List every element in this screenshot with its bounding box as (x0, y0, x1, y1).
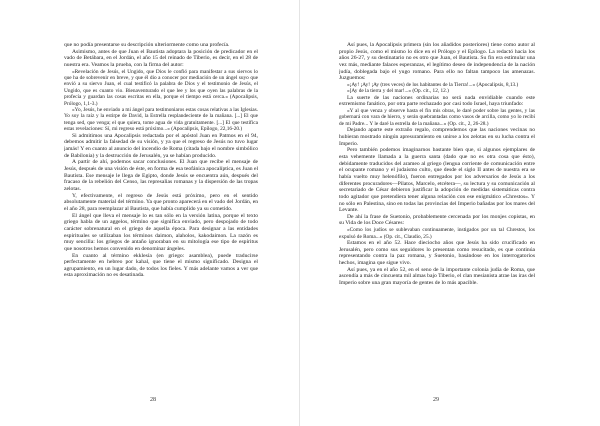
paragraph: Asimismo, antes de que Juan el Bautista adoptara la posición de predicador en el vado de Betábara, en el Jordán, el año 15 del reinado de Tiberio, es decir, en el 28 de nuestra era. Veamos la prueba, con la firma del autor: (64, 48, 258, 68)
paragraph: Así pues, la Apocalipsis primera (sin los añadidos posteriores) tiene como autor al propio Jesús, como el mismo lo dice en el Prólogo y el Epílogo. La redactó hacia los años 26-27, y su destinatario no es otro que Juan, el Bautista. Su fin era estimular una vez más, mediante falaces esperanzas, el legítimo deseo de independencia de la nación judía, doblegada bajo el yugo romano. Para ello no faltan tampoco las amenazas. Juzguemos: (339, 42, 535, 82)
quote-paragraph: «Como los judíos se sublevaban continuamente, instigados por un tal Chrestos, los expulsó de Roma...» (Op. cit., Claudio, 25.) (339, 227, 535, 240)
paragraph: Estamos en el año 52. Hace dieciocho años que Jesús ha sido crucificado en Jerusalén, pero como sus seguidores lo presentan como resucitado, es que continúa representando contra la paz romana, y Suetonio, basándose en los interrogatorios hechos, imagina que sigue vivo. (339, 239, 535, 266)
paragraph: De ahí la frase de Suetonio, probablemente cercenada por los monjes copistas, en su Vida de los Doce Césares: (339, 213, 535, 227)
right-page-text-column (339, 42, 535, 392)
paragraph: Pero también podemos imaginarnos bastante bien que, si algunos ejemplares de esta vehemente llamada a la guerra santa (dado que no es otra cosa que ésto), debidamente traducidos del arameo al griego (lengua corriente de comunicación entre el ocupante romano y el judaísmo culto, que desde el siglo II antes de nuestra era se había vuelto muy helenófilo), fueron entregados por los adversarios de Jesús a los diferentes procuradores—Pilatos, Marcelo, etcétera—, su lectura y su comunicación al secretariado de César debieron justificar la adopción de medidas sistemáticas contra todo agitador que pretendiera tener alguna relación con ese enigmático «Chrestos». Y no sólo en Palestina, sino en todas las provincias del Imperio bañadas por los mares del Levante. (339, 147, 535, 214)
paragraph: Dejando aparte este extraño regalo, comprendemos que las naciones vecinas no hubieran mostrado ningún apresuramiento en unirse a los zelotas en su lucha contra el Imperio. (339, 127, 535, 147)
paragraph: A partir de ahí, podemos sacar conclusiones. El Juan que recibe el mensaje de Jesús, después de una visión de éste, en forma de esa teofánica apocalíptica, es Juan el Bautista. Ese mensaje le llega de Egipto, donde Jesús se encuentra aún, después del fracaso de la rebelión del Censo, las represalias romanas y la dispersión de las tropas zelotas. (64, 159, 258, 192)
paragraph: Así pues, ya en el año 52, en el seno de la importante colonia judía de Roma, que ascendía a más de cincuenta mil almas bajo Tiberio, el clan mesianista atrae las iras del Imperio sobre una gran mayoría de gentes de lo más apacible. (339, 266, 535, 286)
right-page (300, 0, 600, 426)
paragraph: Y, efectivamente, el regreso de Jesús está próximo, pero en el sentido absolutamente material del término. Ya que pronto aparecerá en el vado del Jordán, en el año 28, para reemplazar al Bautista, que había cumplido ya su cometido. (64, 192, 258, 212)
page-number: 29 (433, 397, 439, 403)
quote-paragraph: «[Ay de la tierra y del mar!...» (Op. cit., 12, 12.) (347, 88, 449, 95)
page-number: 28 (150, 397, 156, 403)
paragraph: que no podía presentarse su descripción ulteriormente como una profecía. (64, 42, 230, 48)
left-page-text-column (64, 42, 258, 392)
paragraph: El ángel que lleva el mensaje lo es tan sólo en la versión latina, porque el texto griego habla de un aggelos, término que significa enviado, pero despojado de todo carácter sobrenatural en el griego de aquella época. Para designar a las entidades espirituales se utilizaban los términos daimon, alaholos, kakodaimon. La razón es muy sencilla: los griegos de antaño ignoraban en su mitología ese tipo de espíritus que nosotros hemos convenido en denominar ángeles. (64, 212, 258, 252)
quote-paragraph: «Y al que venza y observe hasta el fin mis obras, le daré poder sobre las gentes, y las gobernará con vara de hierro, y serán quebrantadas como vasos de arcilla, como yo lo recibí de mi Padre... Y le daré la estrella de la mañana...» (Op. cit., 2, 26-28.) (339, 108, 535, 127)
paragraph: Si admitimos una Apocalipsis redactada por el apóstol Juan en Patmos en el 94, debemos admitir la falsedad de su visión, y ya que el regreso de Jesús no tuvo lugar jamás! Y en cuanto al anuncio del incendio de Roma (citada bajo el nombre simbólico de Babilonia) y la destrucción de Jerusalén, ya se habían producido. (64, 132, 258, 159)
paragraph: En cuanto al término ekklesía (en griego: asamblea), puede traducirse perfectamente en hebreo por kahal, que tiene el mismo significado. Designa el agrupamiento, en un lugar dado, de todos los fieles. Y más adelante vamos a ver que esta aproximación no es desatinada. (64, 252, 258, 279)
paragraph: La suerte de las naciones ordinarias no será nada envidiable cuando este extremismo fanático, por otra parte rechazado por casi todo Israel, haya triunfado: (339, 94, 535, 108)
quote-paragraph: «¡Ay! ¡Ay! ¡Ay (tres veces) de los habitantes de la Tierra!...» (Apocalipsis, 8,13.) (347, 81, 519, 88)
quote-paragraph: «Revelación de Jesús, el Ungido, que Dios le confió para manifestar a sus siervos lo que ha de sobrevenir en breve, y que él dio a conocer por mediación de un ángel suyo que envió a su siervo Juan, el cual testificó la palabra de Dios y el testimonio de Jesús, el Ungido, que es cuanto vio. Bienaventurado el que lee y los que oyen las palabras de la profecía y guardan las cosas escritas en ella, porque el tiempo está cerca.» (Apocalipsis, Prólogo, 1,1-3.) (64, 68, 258, 107)
quote-paragraph: «Yo, Jesús, he enviado a mi ángel para testimoniaros estas cosas relativas a las Iglesias. Yo soy la raíz y la estirpe de David, la Estrella resplandeciente de la mañana. [...] El que tenga sed, que venga; el que quiera, tome agua de vida gratuitamente. [...] El que testifica estas revelaciones: Sí, mi regreso está próximo...» (Apocalipsis, Epílogo, 22,16-20.) (64, 107, 258, 133)
